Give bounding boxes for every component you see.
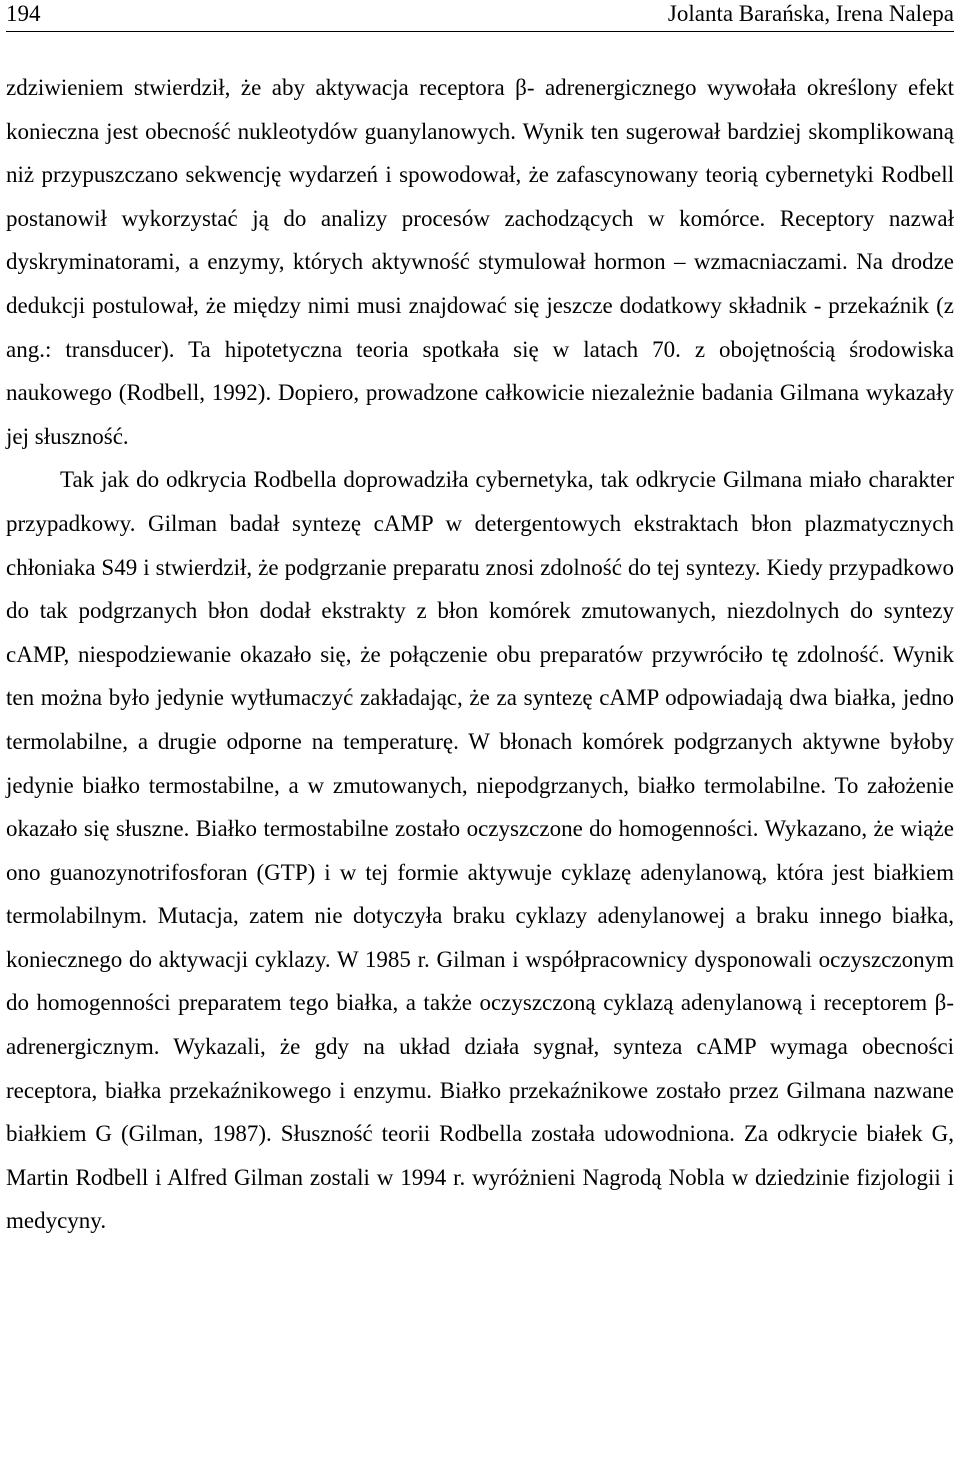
paragraph-continuation: zdziwieniem stwierdził, że aby aktywacja receptora β- adrenergicznego wywołała określony efekt konieczna jest obecność nukleotydów guanylanowych. Wynik ten sugerował bardziej skomplikowaną niż przypuszczano sekwencję wydarzeń i spowodował, że zafascynowany teorią cybernetyki Rodbell postanowił wykorzystać ją do analizy procesów zachodzących w komórce. Receptory nazwał dyskryminatorami, a enzymy, których aktywność stymulował hormon – wzmacniaczami. Na drodze dedukcji postulował, że między nimi musi znajdować się jeszcze dodatkowy składnik - przekaźnik (z ang.: transducer). Ta hipotetyczna teoria spotkała się w latach 70. z obojętnością środowiska naukowego (Rodbell, 1992). Dopiero, prowadzone całkowicie niezależnie badania Gilmana wykazały jej słuszność. bbox=[6, 75, 954, 449]
body-text bbox=[6, 66, 954, 1243]
paragraph-gilman-discovery: Tak jak do odkrycia Rodbella doprowadziła cybernetyka, tak odkrycie Gilmana miało charakter przypadkowy. Gilman badał syntezę cAMP w detergentowych ekstraktach błon plazmatycznych chłoniaka S49 i stwierdził, że podgrzanie preparatu znosi zdolność do tej syntezy. Kiedy przypadkowo do tak podgrzanych błon dodał ekstrakty z błon komórek zmutowanych, niezdolnych do syntezy cAMP, niespodziewanie okazało się, że połączenie obu preparatów przywróciło tę zdolność. Wynik ten można było jedynie wytłumaczyć zakładając, że za syntezę cAMP odpowiadają dwa białka, jedno termolabilne, a drugie odporne na temperaturę. W błonach komórek podgrzanych aktywne byłoby jedynie białko termostabilne, a w zmutowanych, niepodgrzanych, białko termolabilne. To założenie okazało się słuszne. Białko termostabilne zostało oczyszczone do homogenności. Wykazano, że wiąże ono guanozynotrifosforan (GTP) i w tej formie aktywuje cyklazę adenylanową, która jest białkiem termolabilnym. Mutacja, zatem nie dotyczyła braku cyklazy adenylanowej a braku innego białka, koniecznego do aktywacji cyklazy. W 1985 r. Gilman i współpracownicy dysponowali oczyszczonym do homogenności preparatem tego białka, a także oczyszczoną cyklazą adenylanową i receptorem β-adrenergicznym. Wykazali, że gdy na układ działa sygnał, synteza cAMP wymaga obecności receptora, białka przekaźnikowego i enzymu. Białko przekaźnikowe zostało przez Gilmana nazwane białkiem G (Gilman, 1987). Słuszność teorii Rodbella została udowodniona. Za odkrycie białek G, Martin Rodbell i Alfred Gilman zostali w 1994 r. wyróżnieni Nagrodą Nobla w dziedzinie fizjologii i medycyny. bbox=[6, 467, 954, 1234]
header-rule bbox=[6, 31, 954, 32]
document-page bbox=[6, 0, 954, 1465]
running-head-authors: Jolanta Barańska, Irena Nalepa bbox=[667, 1, 954, 26]
page-number: 194 bbox=[6, 1, 41, 26]
running-head bbox=[6, 0, 954, 30]
